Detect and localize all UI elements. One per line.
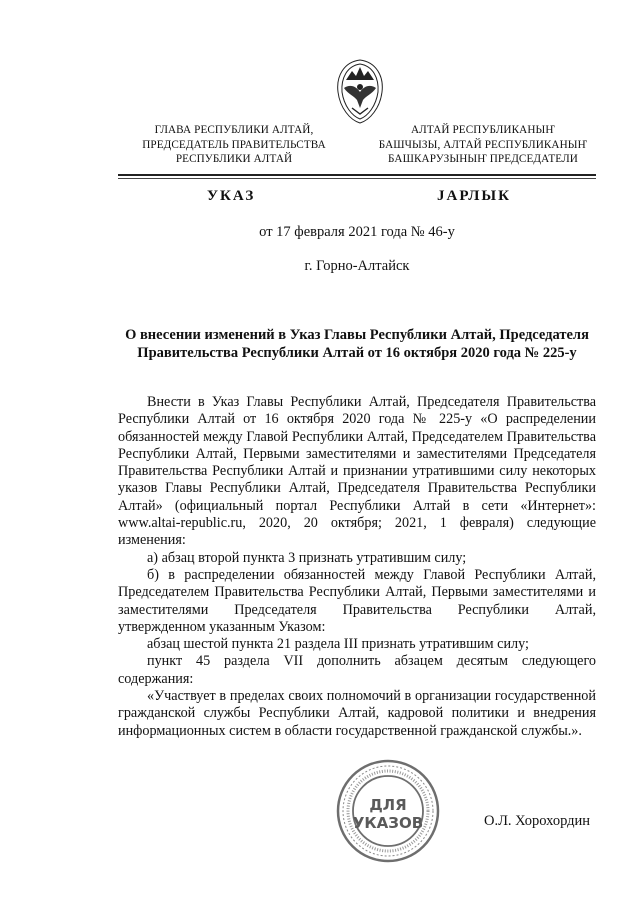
document-place: г. Горно-Алтайск: [304, 258, 410, 274]
header-divider-thin: [118, 178, 596, 179]
title-line: Правительства Республики Алтай от 16 октября 2020 года № 225-у: [137, 344, 577, 361]
issuer-line: АЛТАЙ РЕСПУБЛИКАНЫҤ: [410, 124, 556, 136]
body-paragraph: Внести в Указ Главы Республики Алтай, Председателя Правительства Республики Алтай от 16 октября 2020 года № 225-у «О распределении обязанностей между Главой Республики Алтай, Председателем Правительства Республики Алтай, Первыми заместителями и заместителями Председателя Правительства Республики Алтай и признании утратившими силу некоторых указов Главы Республики Алтай, Председателя Правительства Республики Алтай» (официальный портал Республики Алтай в сети «Интернет»: www.altai-republic.ru, 2020, 20 октября; 2021, 1 февраля) следующие изменения:: [118, 394, 596, 549]
issuer-line: БАШКАРУЗЫНЫҤ ПРЕДСЕДАТЕЛИ: [388, 153, 578, 165]
document-title: [112, 327, 602, 362]
issuer-line: БАШЧЫЗЫ, АЛТАЙ РЕСПУБЛИКАНЫҤ: [378, 138, 588, 151]
issuer-line: ПРЕДСЕДАТЕЛЬ ПРАВИТЕЛЬСТВА: [142, 138, 326, 151]
body-paragraph: пункт 45 раздела VII дополнить абзацем десятым следующего содержания:: [118, 653, 596, 687]
official-seal-icon: [335, 758, 441, 864]
seal-text-top: ДЛЯ: [369, 796, 407, 814]
title-line: О внесении изменений в Указ Главы Республики Алтай, Председателя: [125, 327, 589, 343]
issuer-line: ГЛАВА РЕСПУБЛИКИ АЛТАЙ,: [154, 124, 314, 136]
republic-altai-emblem-icon: [330, 56, 390, 126]
seal-text-bottom: УКАЗОВ: [352, 814, 424, 832]
issuer-title-altai: [346, 123, 620, 167]
issuer-title-russian: [118, 123, 350, 167]
body-paragraph: а) абзац второй пункта 3 признать утратившим силу;: [147, 549, 467, 566]
signatory-name: О.Л. Хорохордин: [484, 813, 591, 829]
issuer-line: РЕСПУБЛИКИ АЛТАЙ: [175, 153, 293, 165]
document-type-altai: JАРЛЫК: [437, 188, 512, 204]
document-type-russian: УКАЗ: [207, 188, 256, 204]
document-body: [118, 394, 596, 740]
body-paragraph: абзац шестой пункта 21 раздела III признать утратившим силу;: [147, 636, 529, 653]
header-divider-thick: [118, 174, 596, 176]
body-paragraph: б) в распределении обязанностей между Главой Республики Алтай, Председателем Правительства Республики Алтай, Первыми заместителями и заместителями Председателя Правительства Республики Алтай, утвержденном указанным Указом:: [118, 566, 596, 635]
body-paragraph: «Участвует в пределах своих полномочий в организации государственной гражданской службы Республики Алтай, кадровой политики и внедрения информационных систем в области государственной гражданской службы.».: [118, 688, 596, 739]
document-date: от 17 февраля 2021 года № 46-у: [259, 224, 455, 240]
